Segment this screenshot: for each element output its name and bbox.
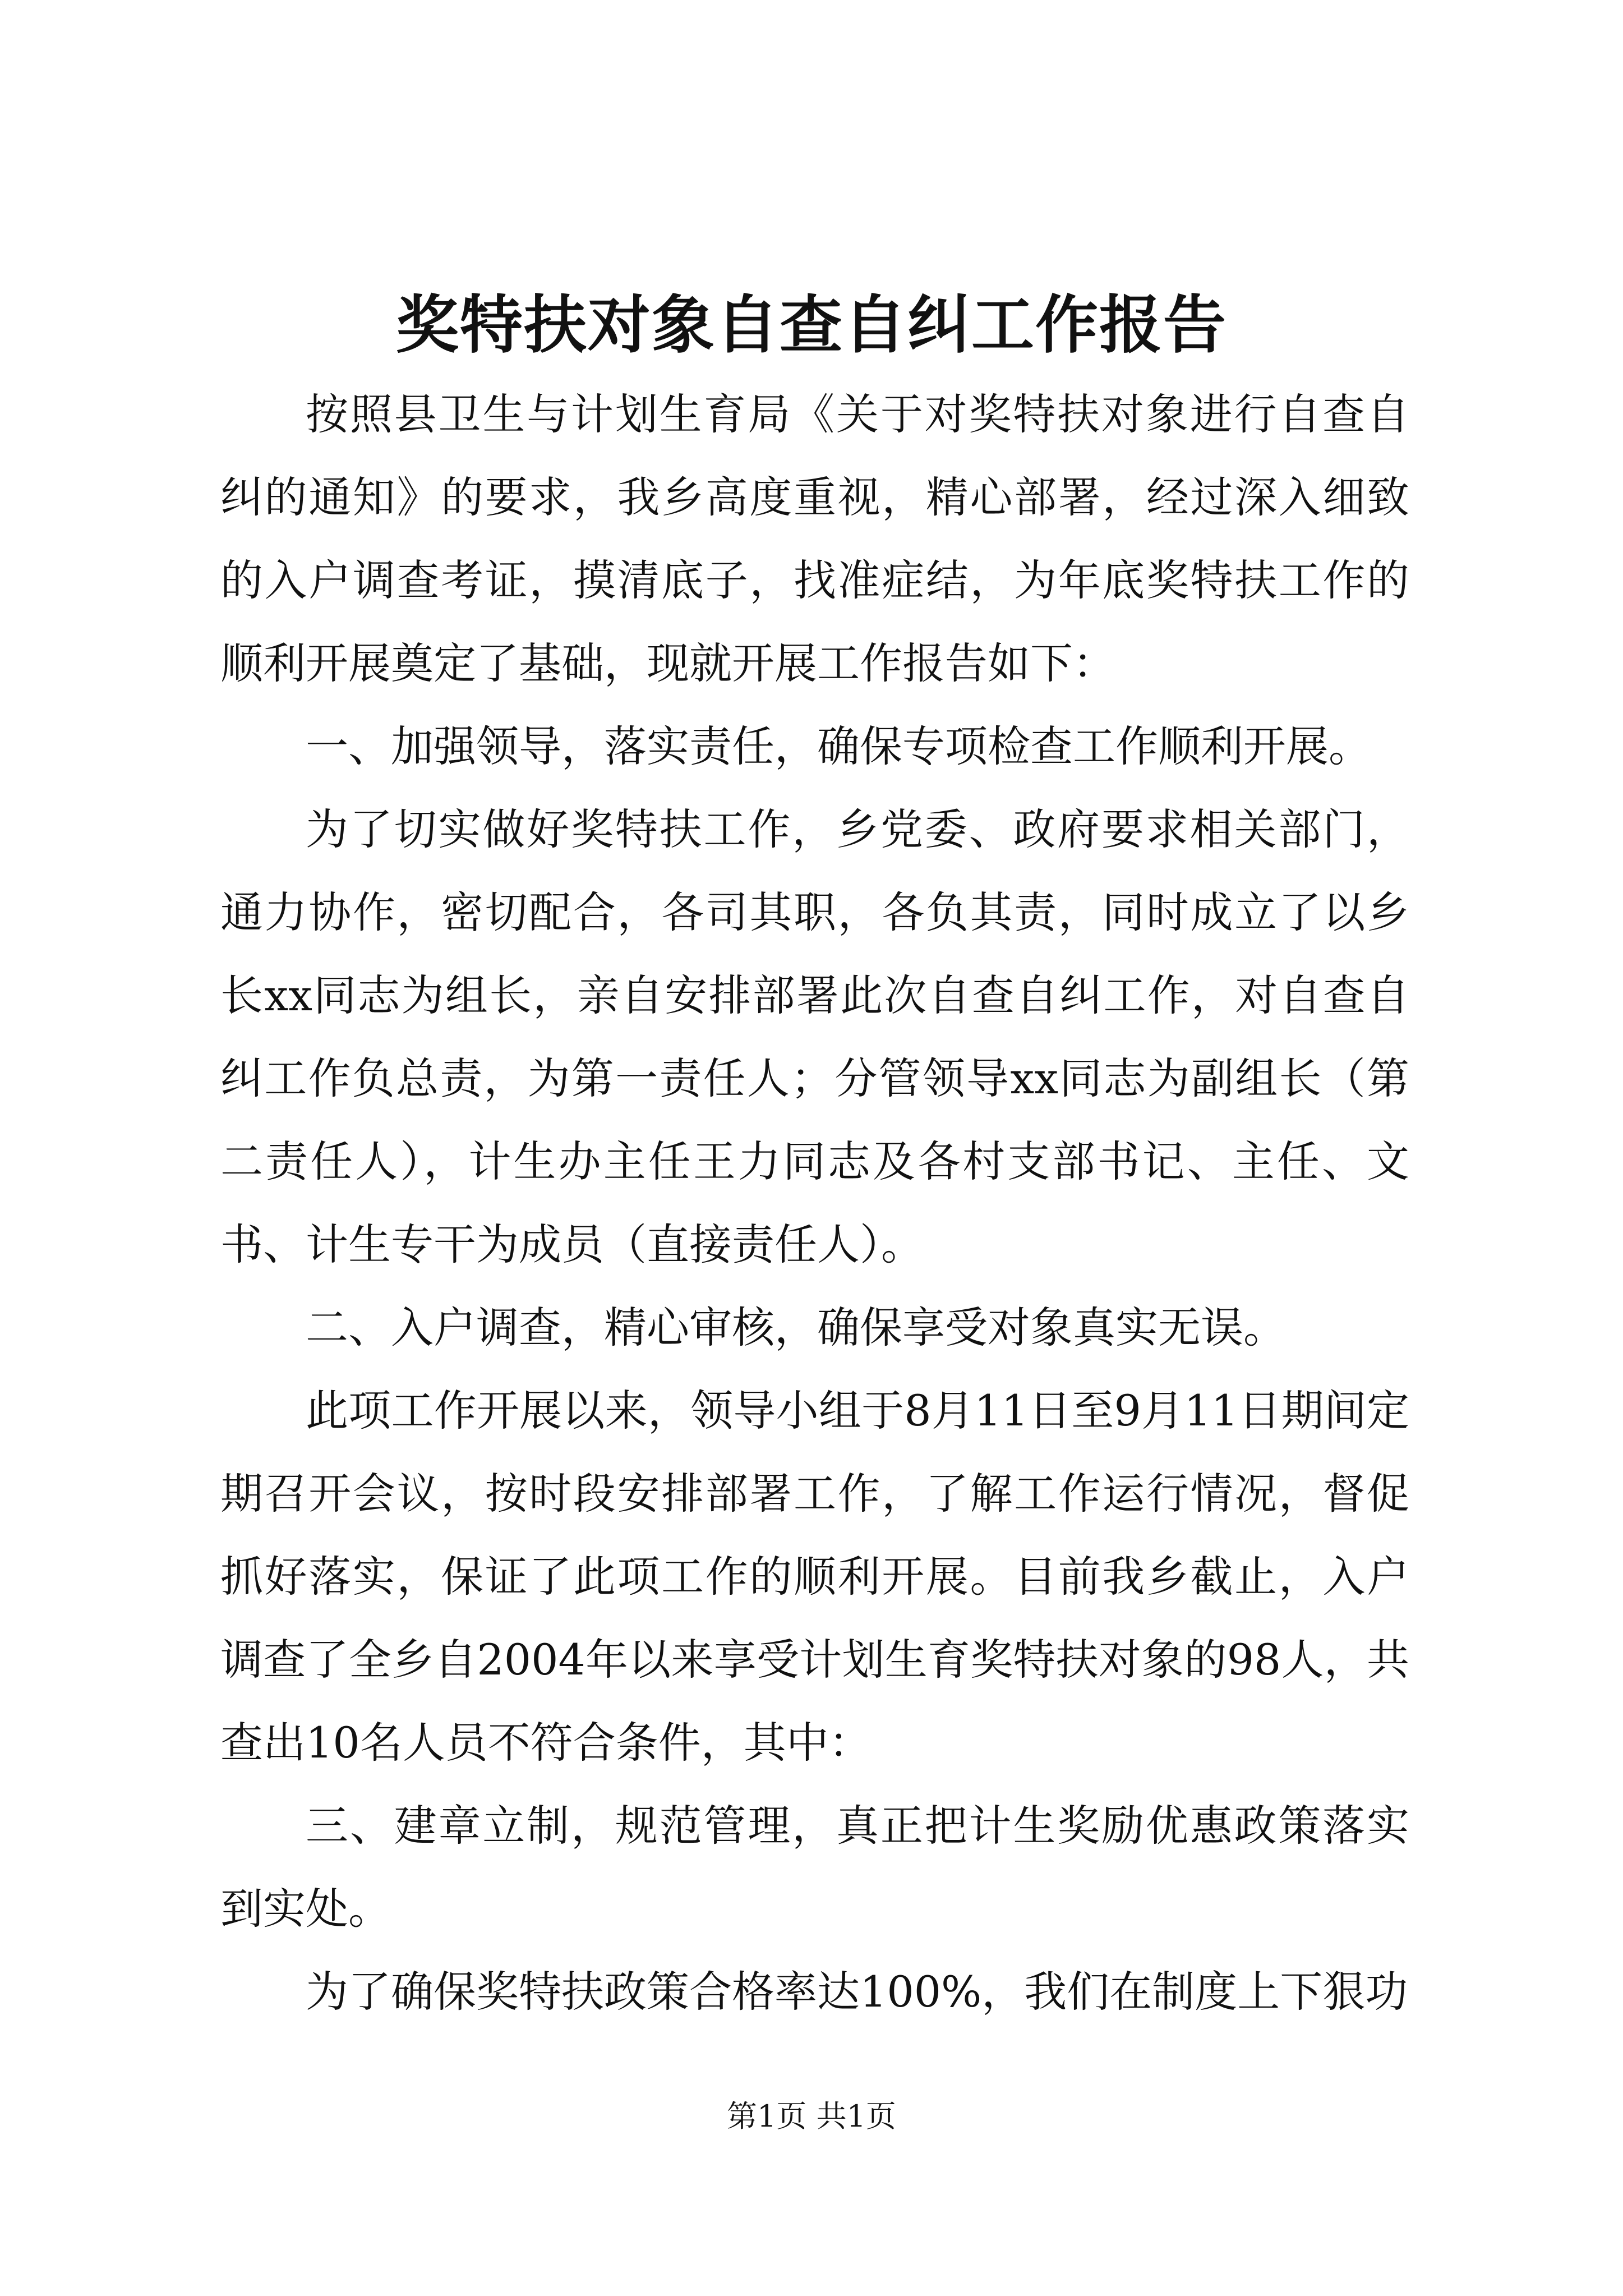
section-heading-1: 一、加强领导，落实责任，确保专项检查工作顺利开展。 (306, 721, 1371, 771)
paragraph-intro: 按照县卫生与计划生育局《关于对奖特扶对象进行自查自纠的通知》的要求，我乡高度重视，精心部署，经过深入细致的入户调查考证，摸清底子，找准症结，为年底奖特扶工作的顺利开展奠定了基础，现就开展工作报告如下： (220, 389, 1409, 688)
paragraph-section-1: 为了切实做好奖特扶工作，乡党委、政府要求相关部门，通力协作，密切配合，各司其职，各负其责，同时成立了以乡长xx同志为组长，亲自安排部署此次自查自纠工作，对自查自纠工作负总责，为第一责任人；分管领导xx同志为副组长（第二责任人），计生办主任王力同志及各村支部书记、主任、文书、计生专干为成员（直接责任人）。 (220, 804, 1409, 1269)
section-heading-2: 二、入户调查，精心审核，确保享受对象真实无误。 (306, 1303, 1286, 1352)
paragraph-section-2: 此项工作开展以来，领导小组于8月11日至9月11日期间定期召开会议，按时段安排部署工作，了解工作运行情况，督促抓好落实，保证了此项工作的顺利开展。目前我乡截止，入户调查了全乡自2004年以来享受计划生育奖特扶对象的98人，共查出10名人员不符合条件，其中： (220, 1386, 1409, 1768)
paragraph-section-3: 为了确保奖特扶政策合格率达100%，我们在制度上下狠功 (306, 1967, 1408, 2017)
document-body (220, 373, 1409, 2033)
page-footer: 第1页 共1页 (727, 2099, 896, 2134)
document-title: 奖特扶对象自查自纠工作报告 (396, 288, 1227, 362)
section-heading-3: 三、建章立制，规范管理，真正把计生奖励优惠政策落实到实处。 (220, 1801, 1409, 1934)
